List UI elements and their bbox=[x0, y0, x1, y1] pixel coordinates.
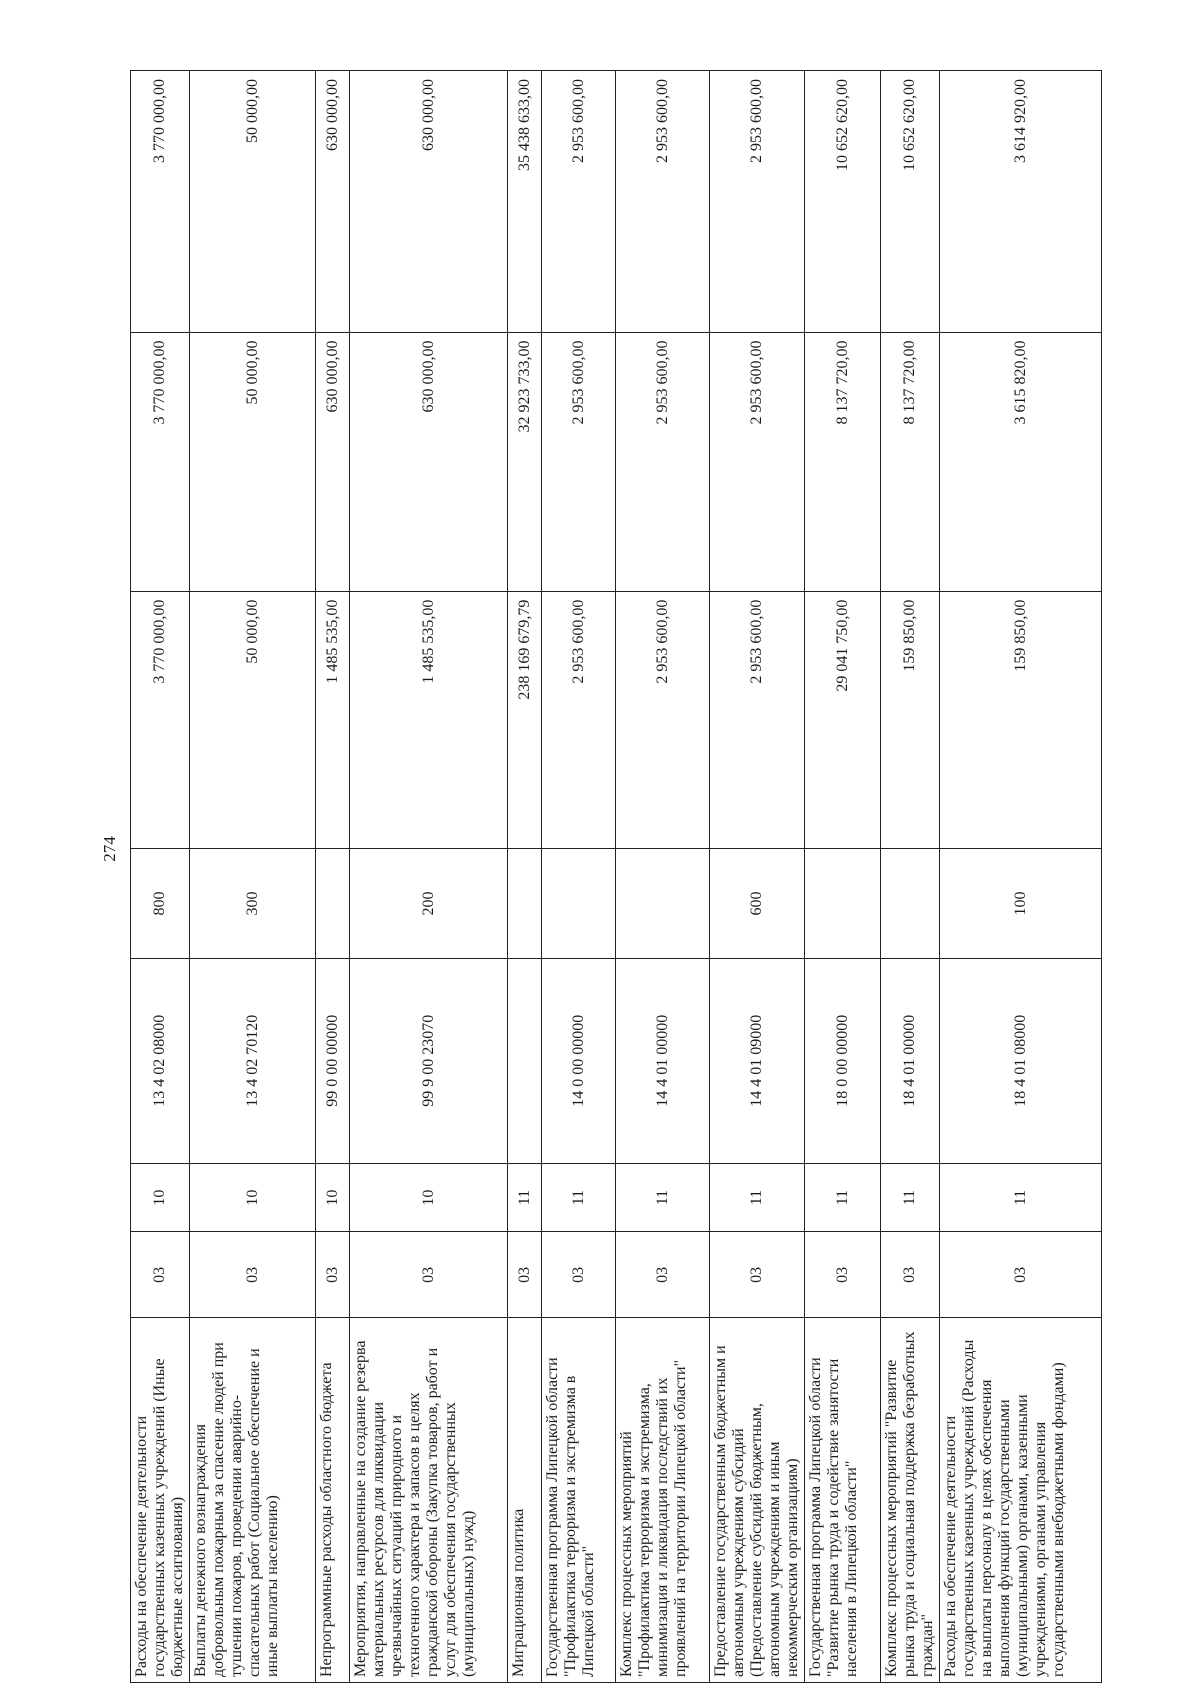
amount-year-1: 29 041 750,00 bbox=[805, 591, 881, 849]
expense-type-code bbox=[316, 849, 350, 958]
row-description: Расходы на обеспечение деятельности государственных казенных учреждений (Расходы на выплаты персоналу в целях обеспечения выполнения функций государственными (муниципальными) органами, казенными учреждениями, органами управления государственными внебюджетными фондами) bbox=[940, 1318, 1102, 1683]
amount-year-1: 3 770 000,00 bbox=[131, 591, 190, 849]
target-article-code: 14 0 00 00000 bbox=[542, 958, 616, 1163]
amount-year-3: 2 953 600,00 bbox=[616, 71, 710, 333]
subsection-code: 11 bbox=[881, 1163, 940, 1232]
amount-year-1: 2 953 600,00 bbox=[710, 591, 805, 849]
row-description: Выплаты денежного вознаграждения добровольным пожарным за спасение людей при тушении пожаров, проведении аварийно-спасательных работ (Социальное обеспечение и иные выплаты населению) bbox=[190, 1318, 316, 1683]
section-code: 03 bbox=[940, 1232, 1102, 1318]
amount-year-2: 2 953 600,00 bbox=[616, 332, 710, 591]
subsection-code: 10 bbox=[316, 1163, 350, 1232]
amount-year-2: 32 923 733,00 bbox=[508, 332, 542, 591]
target-article-code: 14 4 01 00000 bbox=[616, 958, 710, 1163]
amount-year-3: 3 614 920,00 bbox=[940, 71, 1102, 333]
target-article-code: 18 0 00 00000 bbox=[805, 958, 881, 1163]
amount-year-1: 2 953 600,00 bbox=[616, 591, 710, 849]
amount-year-3: 630 000,00 bbox=[350, 71, 508, 333]
target-article-code: 99 0 00 00000 bbox=[316, 958, 350, 1163]
target-article-code bbox=[508, 958, 542, 1163]
row-description: Комплекс процессных мероприятий "Профилактика терроризма и экстремизма, минимизация и ликвидация последствий их проявлений на территории Липецкой области" bbox=[616, 1318, 710, 1683]
section-code: 03 bbox=[710, 1232, 805, 1318]
rotated-table-area bbox=[130, 70, 1067, 1683]
amount-year-2: 2 953 600,00 bbox=[710, 332, 805, 591]
row-description: Непрограммные расходы областного бюджета bbox=[316, 1318, 350, 1683]
subsection-code: 10 bbox=[350, 1163, 508, 1232]
row-description: Мероприятия, направленные на создание резерва материальных ресурсов для ликвидации чрезвычайных ситуаций природного и техногенного характера и запасов в целях гражданской обороны (Закупка товаров, работ и услуг для обеспечения государственных (муниципальных) нужд) bbox=[350, 1318, 508, 1683]
subsection-code: 11 bbox=[805, 1163, 881, 1232]
subsection-code: 10 bbox=[131, 1163, 190, 1232]
table-row bbox=[710, 71, 805, 1683]
amount-year-1: 1 485 535,00 bbox=[350, 591, 508, 849]
budget-table-wrap bbox=[130, 70, 1067, 1683]
table-row bbox=[350, 71, 508, 1683]
table-row bbox=[881, 71, 940, 1683]
subsection-code: 11 bbox=[542, 1163, 616, 1232]
table-row bbox=[940, 71, 1102, 1683]
section-code: 03 bbox=[508, 1232, 542, 1318]
expense-type-code: 800 bbox=[131, 849, 190, 958]
amount-year-3: 35 438 633,00 bbox=[508, 71, 542, 333]
subsection-code: 11 bbox=[508, 1163, 542, 1232]
amount-year-3: 10 652 620,00 bbox=[881, 71, 940, 333]
section-code: 03 bbox=[616, 1232, 710, 1318]
amount-year-2: 8 137 720,00 bbox=[881, 332, 940, 591]
amount-year-3: 630 000,00 bbox=[316, 71, 350, 333]
expense-type-code bbox=[508, 849, 542, 958]
table-row bbox=[542, 71, 616, 1683]
section-code: 03 bbox=[881, 1232, 940, 1318]
section-code: 03 bbox=[805, 1232, 881, 1318]
amount-year-3: 2 953 600,00 bbox=[542, 71, 616, 333]
amount-year-2: 3 615 820,00 bbox=[940, 332, 1102, 591]
subsection-code: 11 bbox=[616, 1163, 710, 1232]
section-code: 03 bbox=[316, 1232, 350, 1318]
amount-year-2: 630 000,00 bbox=[350, 332, 508, 591]
amount-year-1: 1 485 535,00 bbox=[316, 591, 350, 849]
row-description: Государственная программа Липецкой области "Развитие рынка труда и содействие занятости населения в Липецкой области" bbox=[805, 1318, 881, 1683]
expense-type-code: 600 bbox=[710, 849, 805, 958]
amount-year-2: 630 000,00 bbox=[316, 332, 350, 591]
table-row bbox=[508, 71, 542, 1683]
expense-type-code: 100 bbox=[940, 849, 1102, 958]
amount-year-2: 50 000,00 bbox=[190, 332, 316, 591]
row-description: Государственная программа Липецкой области "Профилактика терроризма и экстремизма в Липецкой области" bbox=[542, 1318, 616, 1683]
amount-year-2: 2 953 600,00 bbox=[542, 332, 616, 591]
amount-year-3: 3 770 000,00 bbox=[131, 71, 190, 333]
amount-year-2: 3 770 000,00 bbox=[131, 332, 190, 591]
target-article-code: 18 4 01 00000 bbox=[881, 958, 940, 1163]
amount-year-1: 50 000,00 bbox=[190, 591, 316, 849]
subsection-code: 10 bbox=[190, 1163, 316, 1232]
amount-year-1: 159 850,00 bbox=[940, 591, 1102, 849]
amount-year-1: 159 850,00 bbox=[881, 591, 940, 849]
expense-type-code bbox=[542, 849, 616, 958]
row-description: Миграционная политика bbox=[508, 1318, 542, 1683]
target-article-code: 18 4 01 08000 bbox=[940, 958, 1102, 1163]
budget-table bbox=[130, 70, 1102, 1683]
expense-type-code bbox=[881, 849, 940, 958]
section-code: 03 bbox=[350, 1232, 508, 1318]
expense-type-code: 200 bbox=[350, 849, 508, 958]
page-number: 274 bbox=[100, 836, 119, 862]
section-code: 03 bbox=[190, 1232, 316, 1318]
amount-year-3: 50 000,00 bbox=[190, 71, 316, 333]
section-code: 03 bbox=[131, 1232, 190, 1318]
table-row bbox=[131, 71, 190, 1683]
target-article-code: 14 4 01 09000 bbox=[710, 958, 805, 1163]
table-row bbox=[805, 71, 881, 1683]
target-article-code: 99 9 00 23070 bbox=[350, 958, 508, 1163]
row-description: Расходы на обеспечение деятельности государственных казенных учреждений (Иные бюджетные ассигнования) bbox=[131, 1318, 190, 1683]
subsection-code: 11 bbox=[940, 1163, 1102, 1232]
expense-type-code: 300 bbox=[190, 849, 316, 958]
amount-year-2: 8 137 720,00 bbox=[805, 332, 881, 591]
expense-type-code bbox=[805, 849, 881, 958]
table-row bbox=[190, 71, 316, 1683]
subsection-code: 11 bbox=[710, 1163, 805, 1232]
row-description: Предоставление государственным бюджетным и автономным учреждениям субсидий (Предоставление субсидий бюджетным, автономным учреждениям и иным некоммерческим организациям) bbox=[710, 1318, 805, 1683]
target-article-code: 13 4 02 08000 bbox=[131, 958, 190, 1163]
amount-year-3: 10 652 620,00 bbox=[805, 71, 881, 333]
table-row bbox=[316, 71, 350, 1683]
row-description: Комплекс процессных мероприятий "Развитие рынка труда и социальная поддержка безработных граждан" bbox=[881, 1318, 940, 1683]
table-row bbox=[616, 71, 710, 1683]
amount-year-3: 2 953 600,00 bbox=[710, 71, 805, 333]
expense-type-code bbox=[616, 849, 710, 958]
amount-year-1: 238 169 679,79 bbox=[508, 591, 542, 849]
amount-year-1: 2 953 600,00 bbox=[542, 591, 616, 849]
section-code: 03 bbox=[542, 1232, 616, 1318]
target-article-code: 13 4 02 70120 bbox=[190, 958, 316, 1163]
